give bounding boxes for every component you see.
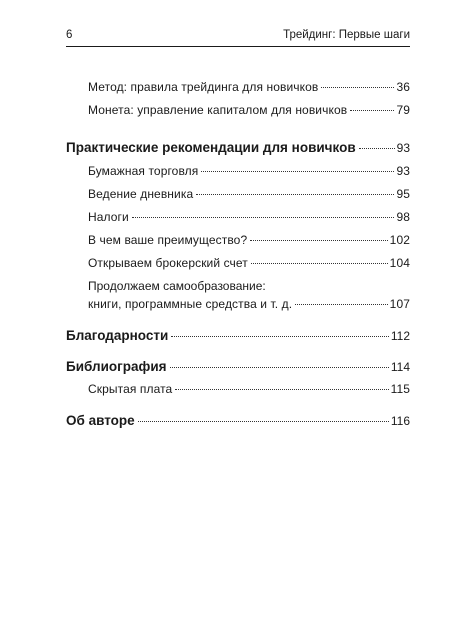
- toc-entry-page: 36: [396, 80, 410, 94]
- toc-entry-edge: [88, 233, 410, 248]
- toc-leader-dots: [175, 389, 388, 390]
- toc-entry-label: Открываем брокерский счет: [88, 256, 248, 270]
- toc-chapter-bibliography: [66, 358, 410, 376]
- toc-entry-method: [88, 80, 410, 95]
- toc-entry-page: 98: [396, 210, 410, 224]
- toc-entry-page: 107: [389, 297, 410, 311]
- toc-entry-page: 95: [396, 187, 410, 201]
- toc-chapter-label: Библиография: [66, 359, 167, 374]
- header-rule: [66, 46, 410, 47]
- toc-leader-dots: [295, 304, 387, 305]
- toc-entry-money: [88, 103, 410, 118]
- toc-entry-label: В чем ваше преимущество?: [88, 233, 248, 247]
- book-title: Трейдинг: Первые шаги: [283, 29, 410, 41]
- toc-entry-label: книги, программные средства и т. д.: [88, 297, 293, 311]
- toc-leader-dots: [171, 336, 389, 337]
- toc-chapter-page: 93: [396, 141, 410, 155]
- toc-chapter-page: 112: [390, 329, 410, 343]
- toc-chapter-practical: [66, 139, 410, 157]
- toc-entry-page: 102: [389, 233, 410, 247]
- toc-entry-page: 93: [396, 164, 410, 178]
- toc-leader-dots: [250, 240, 387, 241]
- toc-entry-label: Скрытая плата: [88, 382, 173, 396]
- toc-entry-label: Бумажная торговля: [88, 164, 199, 178]
- toc-entry-journal: [88, 187, 410, 202]
- toc-leader-dots: [132, 217, 395, 218]
- toc-entry-page: 115: [390, 382, 410, 396]
- toc-leader-dots: [350, 110, 394, 111]
- toc-chapter-label: Благодарности: [66, 328, 169, 343]
- toc-entry-taxes: [88, 210, 410, 225]
- toc-leader-dots: [196, 194, 394, 195]
- toc-chapter-about-author: [66, 412, 410, 430]
- toc-leader-dots: [170, 367, 389, 368]
- toc-entry-label: Монета: управление капиталом для новичков: [88, 103, 348, 117]
- page-number: 6: [66, 29, 73, 41]
- toc-entry-paper-trading: [88, 164, 410, 179]
- toc-chapter-label: Об авторе: [66, 413, 135, 428]
- toc-entry-page: 104: [389, 256, 410, 270]
- toc-leader-dots: [138, 421, 389, 422]
- toc-entry-hidden-fee: [88, 382, 410, 397]
- toc-leader-dots: [201, 171, 394, 172]
- toc-entry-page: 79: [396, 103, 410, 117]
- toc-leader-dots: [321, 87, 394, 88]
- toc-chapter-label: Практические рекомендации для новичков: [66, 140, 356, 155]
- toc-entry-label: Ведение дневника: [88, 187, 194, 201]
- toc-entry-education: [88, 297, 410, 312]
- toc-entry-brokerage: [88, 256, 410, 271]
- toc-chapter-page: 116: [390, 414, 410, 428]
- toc-chapter-acknowledgments: [66, 327, 410, 345]
- toc-leader-dots: [359, 148, 395, 149]
- toc-entry-label: Налоги: [88, 210, 129, 224]
- toc-leader-dots: [251, 263, 388, 264]
- toc-entry-label: Метод: правила трейдинга для новичков: [88, 80, 319, 94]
- toc-chapter-page: 114: [390, 360, 410, 374]
- toc-entry-education-line1: Продолжаем самообразование:: [88, 279, 266, 293]
- running-header: [66, 26, 410, 44]
